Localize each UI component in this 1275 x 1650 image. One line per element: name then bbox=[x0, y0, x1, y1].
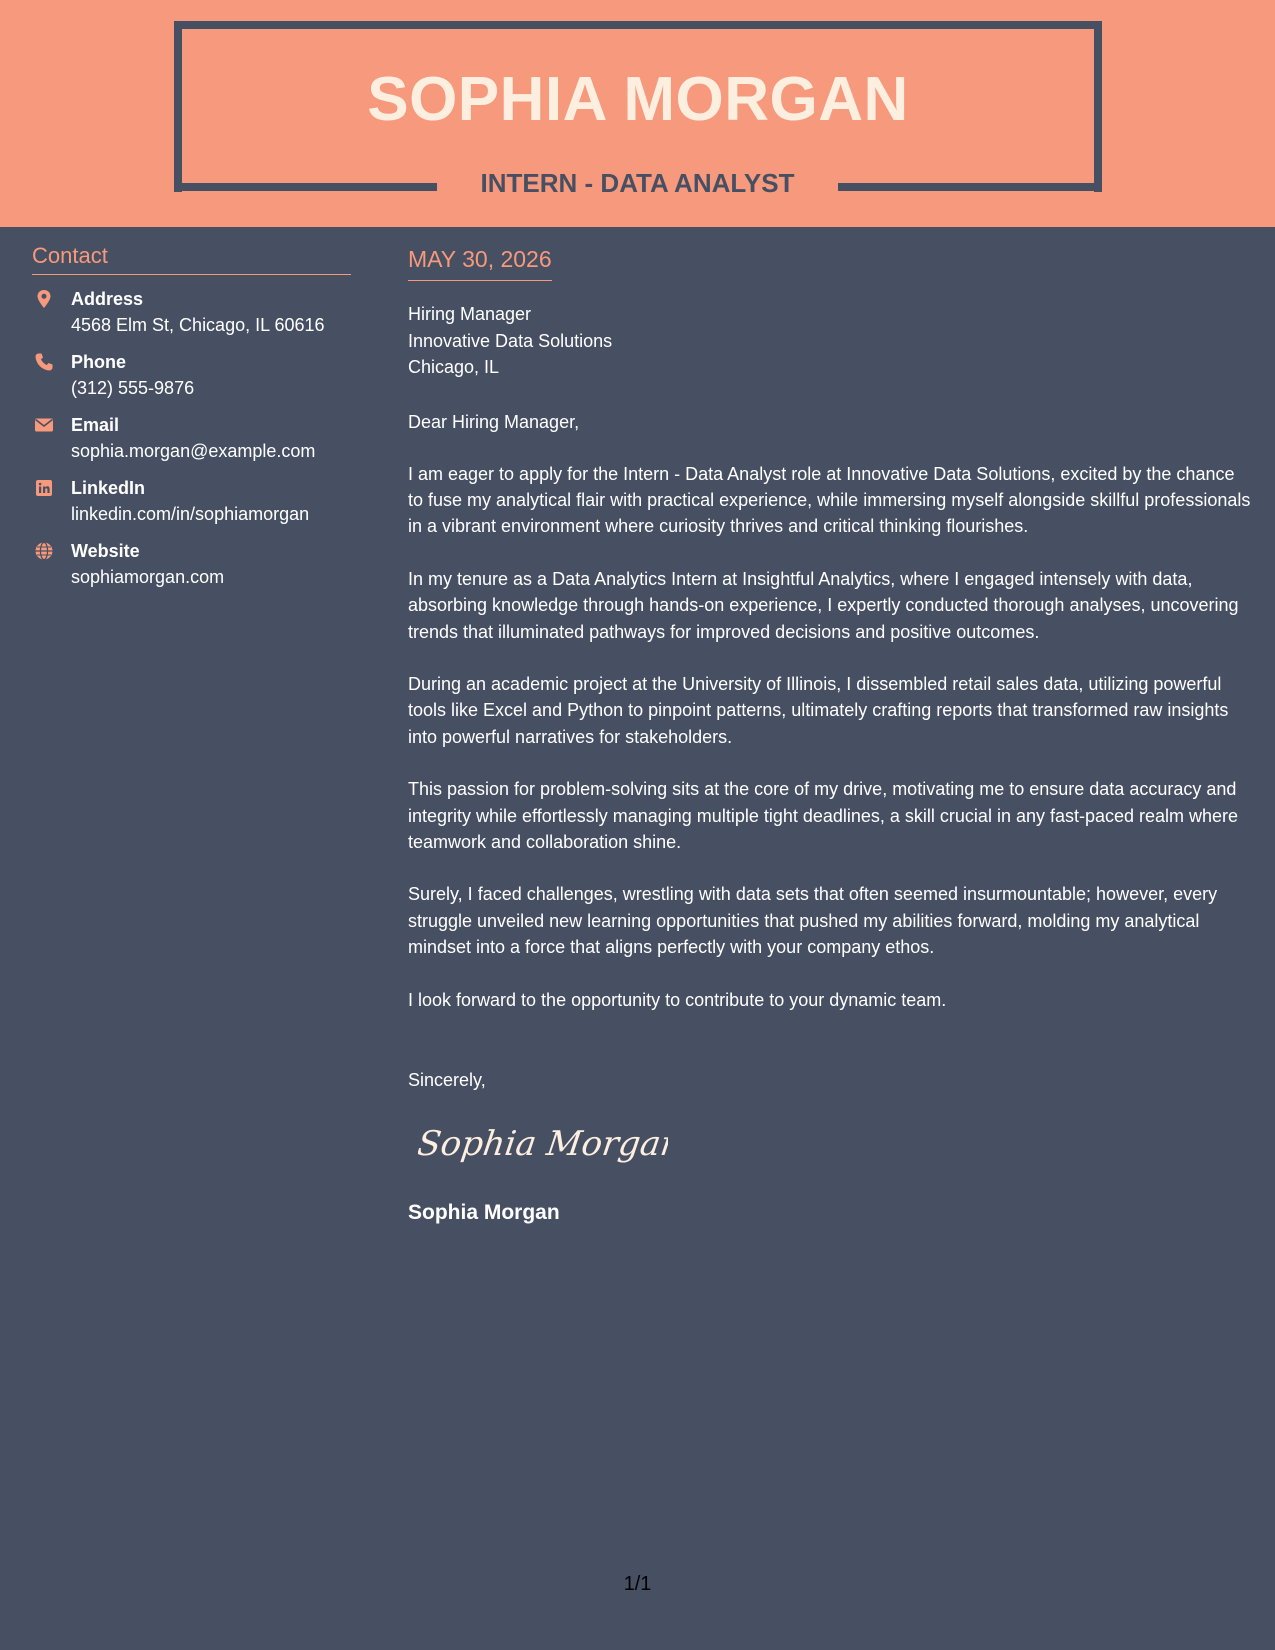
envelope-icon bbox=[34, 415, 54, 435]
contact-value: (312) 555-9876 bbox=[71, 378, 195, 398]
phone-icon bbox=[34, 352, 54, 372]
contact-label: Address bbox=[71, 289, 144, 309]
salutation: Dear Hiring Manager, bbox=[408, 411, 580, 432]
contact-item-phone bbox=[32, 350, 351, 413]
contact-label: LinkedIn bbox=[71, 478, 146, 498]
paragraph: I look forward to the opportunity to contribute to your dynamic team. bbox=[408, 989, 947, 1010]
location-pin-icon bbox=[34, 289, 54, 309]
paragraph: Surely, I faced challenges, wrestling with data sets that often seemed insurmountable; however, every struggle unveiled new learning opportunities that pushed my abilities forward, molding my analytical mindset into a force that aligns perfectly with your company ethos. bbox=[408, 884, 1218, 958]
signature-text: Sophia Morgan bbox=[418, 1124, 668, 1164]
page-number: 1/1 bbox=[623, 1573, 652, 1595]
recipient-company: Innovative Data Solutions bbox=[408, 330, 613, 351]
paragraph: In my tenure as a Data Analytics Intern at Insightful Analytics, where I engaged intensely with data, absorbing knowledge through hands-on experience, I expertly conducted thorough analyses, uncovering trends that illuminated pathways for improved decisions and positive outcomes. bbox=[408, 568, 1239, 642]
contact-item-address bbox=[32, 287, 351, 350]
contact-title: Contact bbox=[32, 240, 351, 275]
contact-value: linkedin.com/in/sophiamorgan bbox=[71, 504, 310, 524]
contact-label: Phone bbox=[71, 352, 127, 372]
header-frame-bottom-right bbox=[838, 183, 1102, 191]
signature bbox=[418, 1113, 668, 1173]
signer-name: Sophia Morgan bbox=[408, 1201, 560, 1224]
recipient-title: Hiring Manager bbox=[408, 304, 532, 324]
contact-item-website bbox=[32, 539, 351, 602]
contact-value: sophiamorgan.com bbox=[71, 567, 225, 587]
applicant-name: SOPHIA MORGAN bbox=[367, 65, 909, 134]
recipient-block bbox=[408, 301, 1253, 381]
paragraph: This passion for problem-solving sits at the core of my drive, motivating me to ensure data accuracy and integrity while effortlessly managing multiple tight deadlines, a skill crucial in any fast-paced realm where teamwork and collaboration shine. bbox=[408, 779, 1239, 852]
letter-body bbox=[408, 242, 1253, 1228]
header-banner bbox=[0, 0, 1275, 227]
applicant-role: INTERN - DATA ANALYST bbox=[480, 168, 795, 198]
contact-sidebar bbox=[32, 240, 351, 602]
header-frame-bottom-left bbox=[174, 183, 437, 191]
recipient-location: Chicago, IL bbox=[408, 357, 500, 377]
contact-item-email bbox=[32, 413, 351, 476]
closing: Sincerely, bbox=[408, 1070, 486, 1090]
contact-item-linkedin bbox=[32, 476, 351, 539]
contact-value: sophia.morgan@example.com bbox=[71, 441, 316, 461]
letter-date: MAY 30, 2026 bbox=[408, 242, 552, 281]
globe-icon bbox=[34, 541, 54, 561]
paragraph: I am eager to apply for the Intern - Data Analyst role at Innovative Data Solutions, excited by the chance to fuse my analytical flair with practical experience, while immersing myself alongside skillful professionals in a vibrant environment where curiosity thrives and critical thinking flourishes. bbox=[408, 463, 1251, 537]
paragraph: During an academic project at the University of Illinois, I dissembled retail sales data, utilizing powerful tools like Excel and Python to pinpoint patterns, ultimately crafting reports that transformed raw insights into powerful narratives for stakeholders. bbox=[408, 673, 1229, 747]
contact-list bbox=[32, 287, 351, 602]
contact-label: Website bbox=[71, 541, 140, 561]
linkedin-icon bbox=[34, 478, 54, 498]
contact-label: Email bbox=[71, 415, 120, 435]
contact-value: 4568 Elm St, Chicago, IL 60616 bbox=[71, 315, 325, 335]
